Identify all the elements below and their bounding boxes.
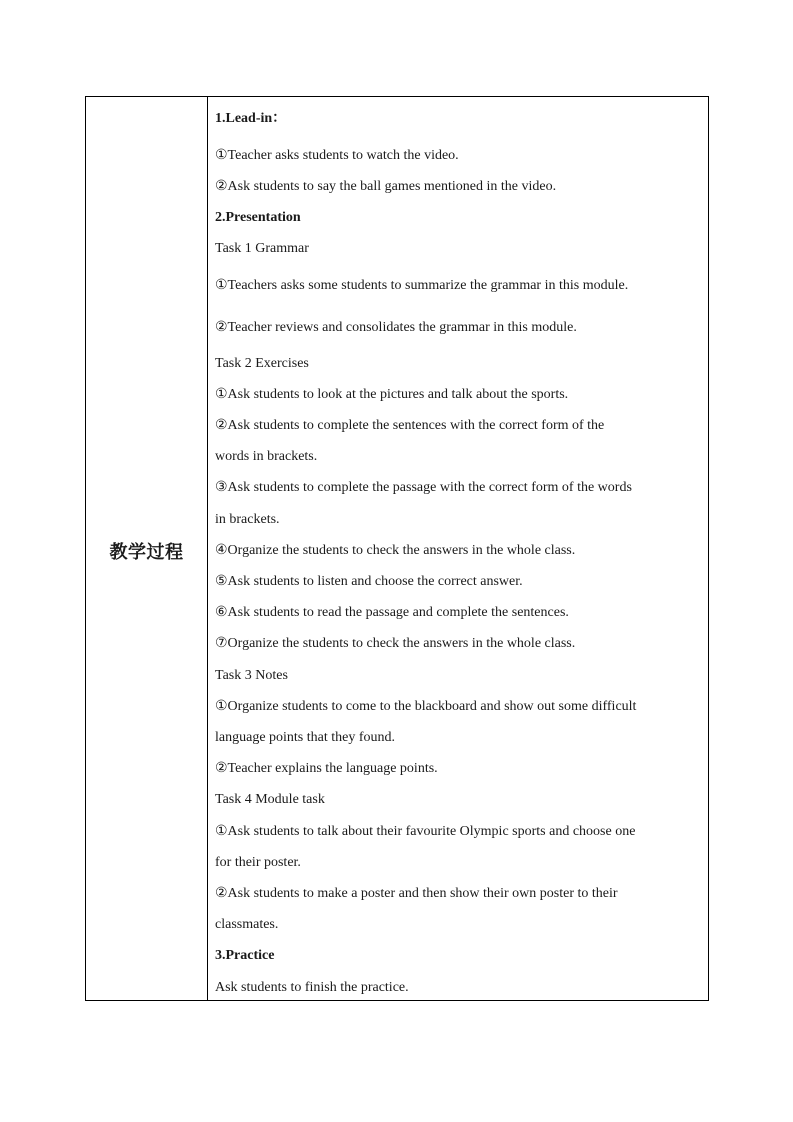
list-item: ①Ask students to talk about their favourite Olympic sports and choose one	[215, 824, 636, 839]
list-item-continuation: classmates.	[215, 917, 279, 932]
list-item: ②Ask students to say the ball games mentioned in the video.	[215, 179, 557, 194]
section-heading-lead-in: 1.Lead-in：	[215, 111, 287, 126]
task-heading: Task 4 Module task	[215, 792, 325, 807]
list-item: ②Teacher explains the language points.	[215, 761, 438, 776]
list-item: ①Organize students to come to the blackboard and show out some difficult	[215, 699, 637, 714]
row-label-cell	[86, 97, 208, 1000]
list-item-continuation: in brackets.	[215, 512, 280, 527]
task-heading: Task 1 Grammar	[215, 241, 309, 256]
list-item-continuation: language points that they found.	[215, 730, 396, 745]
list-item-continuation: words in brackets.	[215, 449, 318, 464]
row-label: 教学过程	[109, 541, 184, 563]
list-item: ①Teacher asks students to watch the video.	[215, 148, 459, 163]
list-item: ②Ask students to complete the sentences with the correct form of the	[215, 418, 605, 433]
list-item: ④Organize the students to check the answers in the whole class.	[215, 543, 576, 558]
section-heading-practice: 3.Practice	[215, 948, 275, 963]
list-item: ①Ask students to look at the pictures and talk about the sports.	[215, 387, 569, 402]
section-heading-presentation: 2.Presentation	[215, 210, 301, 225]
task-heading: Task 3 Notes	[215, 668, 288, 683]
list-item-continuation: for their poster.	[215, 855, 301, 870]
list-item: ②Teacher reviews and consolidates the grammar in this module.	[215, 320, 577, 335]
list-item: ②Ask students to make a poster and then show their own poster to their	[215, 886, 618, 901]
list-item: ⑥Ask students to read the passage and complete the sentences.	[215, 605, 569, 620]
list-item: ①Teachers asks some students to summarize the grammar in this module.	[215, 278, 629, 293]
teaching-process-table	[85, 96, 709, 1001]
content-cell	[208, 97, 708, 1000]
list-item: ③Ask students to complete the passage with the correct form of the words	[215, 480, 632, 495]
list-item: ⑦Organize the students to check the answers in the whole class.	[215, 636, 576, 651]
list-item: Ask students to finish the practice.	[215, 980, 409, 995]
list-item: ⑤Ask students to listen and choose the correct answer.	[215, 574, 523, 589]
task-heading: Task 2 Exercises	[215, 356, 309, 371]
